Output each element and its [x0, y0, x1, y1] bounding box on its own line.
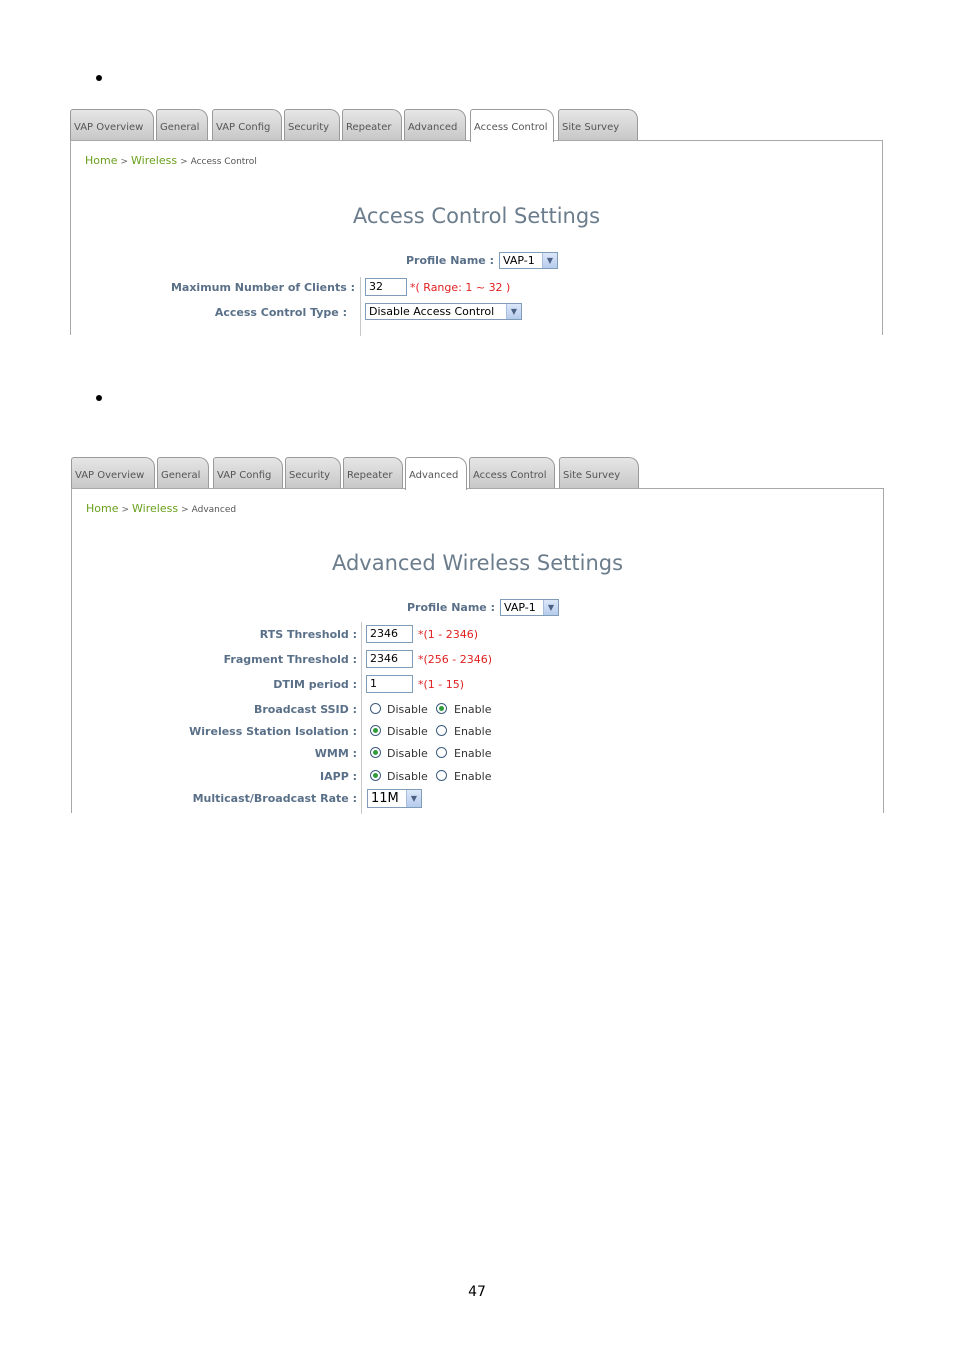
chevron-down-icon: ▼	[406, 790, 421, 807]
max-clients-label: Maximum Number of Clients :	[170, 281, 355, 294]
fragment-threshold-input[interactable]: 2346	[366, 650, 413, 668]
multicast-rate-select[interactable]	[367, 789, 422, 808]
rts-threshold-hint: *(1 - 2346)	[418, 628, 479, 641]
iapp-enable-radio[interactable]	[436, 770, 447, 781]
tab-security[interactable]: Security	[284, 109, 340, 140]
tab-bar	[71, 457, 884, 489]
breadcrumb-wireless[interactable]: Wireless	[132, 502, 179, 515]
page-number: 47	[468, 1284, 486, 1300]
dtim-period-label: DTIM period :	[273, 678, 357, 691]
fragment-threshold-hint: *(256 - 2346)	[418, 653, 493, 666]
iapp-label: IAPP :	[320, 770, 357, 783]
max-clients-input[interactable]: 32	[365, 278, 407, 296]
access-control-type-value: Disable Access Control	[369, 305, 495, 318]
chevron-down-icon: ▼	[543, 600, 558, 615]
access-control-type-label: Access Control Type :	[214, 306, 347, 319]
tab-access-control[interactable]: Access Control	[470, 109, 554, 142]
tab-advanced[interactable]: Advanced	[405, 457, 467, 490]
iapp-disable-radio[interactable]	[370, 770, 381, 781]
advanced-wireless-panel	[71, 457, 884, 813]
tab-repeater[interactable]: Repeater	[343, 457, 403, 488]
tab-vap-config[interactable]: VAP Config	[213, 457, 283, 488]
breadcrumb-separator: >	[121, 505, 130, 515]
dtim-period-input[interactable]: 1	[366, 675, 413, 693]
radio-label-enable: Enable	[454, 703, 492, 716]
broadcast-ssid-label: Broadcast SSID :	[253, 703, 357, 716]
fragment-threshold-label: Fragment Threshold :	[223, 653, 357, 666]
multicast-rate-label: Multicast/Broadcast Rate :	[192, 792, 357, 805]
broadcast-ssid-enable-radio[interactable]	[436, 703, 447, 714]
profile-name-select[interactable]	[500, 599, 559, 616]
radio-label-disable: Disable	[387, 770, 428, 783]
max-clients-hint: *( Range: 1 ~ 32 )	[410, 281, 511, 294]
rts-threshold-input[interactable]: 2346	[366, 625, 413, 643]
dtim-period-hint: *(1 - 15)	[418, 678, 465, 691]
breadcrumb-separator: >	[120, 157, 129, 167]
radio-label-disable: Disable	[387, 747, 428, 760]
profile-name-value: VAP-1	[504, 601, 536, 614]
form-divider	[361, 622, 362, 814]
page-title: Advanced Wireless Settings	[331, 551, 624, 575]
tab-site-survey[interactable]: Site Survey	[558, 109, 638, 140]
tab-access-control[interactable]: Access Control	[469, 457, 555, 488]
breadcrumb-current: Advanced	[191, 505, 237, 515]
profile-name-value: VAP-1	[503, 254, 535, 267]
breadcrumb-current: Access Control	[190, 157, 257, 167]
wmm-disable-radio[interactable]	[370, 747, 381, 758]
tab-general[interactable]: General	[157, 457, 209, 488]
bullet-point	[96, 75, 102, 81]
breadcrumb-separator: >	[181, 505, 189, 515]
station-isolation-disable-radio[interactable]	[370, 725, 381, 736]
profile-name-label: Profile Name :	[406, 601, 495, 614]
breadcrumb	[85, 154, 257, 167]
chevron-down-icon: ▼	[506, 304, 521, 319]
access-control-panel	[70, 109, 883, 335]
tab-bar	[70, 109, 883, 141]
tab-security[interactable]: Security	[285, 457, 341, 488]
broadcast-ssid-disable-radio[interactable]	[370, 703, 381, 714]
form-divider	[360, 277, 361, 336]
content-frame	[70, 140, 883, 335]
tab-repeater[interactable]: Repeater	[342, 109, 402, 140]
wmm-enable-radio[interactable]	[436, 747, 447, 758]
breadcrumb-wireless[interactable]: Wireless	[131, 154, 178, 167]
breadcrumb-home[interactable]: Home	[86, 502, 119, 515]
radio-label-disable: Disable	[387, 725, 428, 738]
station-isolation-enable-radio[interactable]	[436, 725, 447, 736]
breadcrumb-home[interactable]: Home	[85, 154, 118, 167]
multicast-rate-value: 11M	[371, 791, 399, 806]
radio-label-enable: Enable	[454, 747, 492, 760]
wmm-label: WMM :	[314, 747, 357, 760]
content-frame	[71, 488, 884, 813]
tab-vap-config[interactable]: VAP Config	[212, 109, 282, 140]
tab-site-survey[interactable]: Site Survey	[559, 457, 639, 488]
rts-threshold-label: RTS Threshold :	[259, 628, 357, 641]
profile-name-select[interactable]	[499, 252, 558, 269]
tab-advanced[interactable]: Advanced	[404, 109, 466, 140]
radio-label-enable: Enable	[454, 770, 492, 783]
bullet-point	[96, 395, 102, 401]
access-control-type-select[interactable]	[365, 303, 522, 320]
tab-vap-overview[interactable]: VAP Overview	[70, 109, 154, 140]
radio-label-enable: Enable	[454, 725, 492, 738]
radio-label-disable: Disable	[387, 703, 428, 716]
chevron-down-icon: ▼	[542, 253, 557, 268]
tab-vap-overview[interactable]: VAP Overview	[71, 457, 155, 488]
page-title: Access Control Settings	[352, 204, 601, 228]
breadcrumb	[86, 502, 236, 515]
profile-name-label: Profile Name :	[405, 254, 494, 267]
station-isolation-label: Wireless Station Isolation :	[189, 725, 357, 738]
tab-general[interactable]: General	[156, 109, 208, 140]
breadcrumb-separator: >	[180, 157, 188, 167]
